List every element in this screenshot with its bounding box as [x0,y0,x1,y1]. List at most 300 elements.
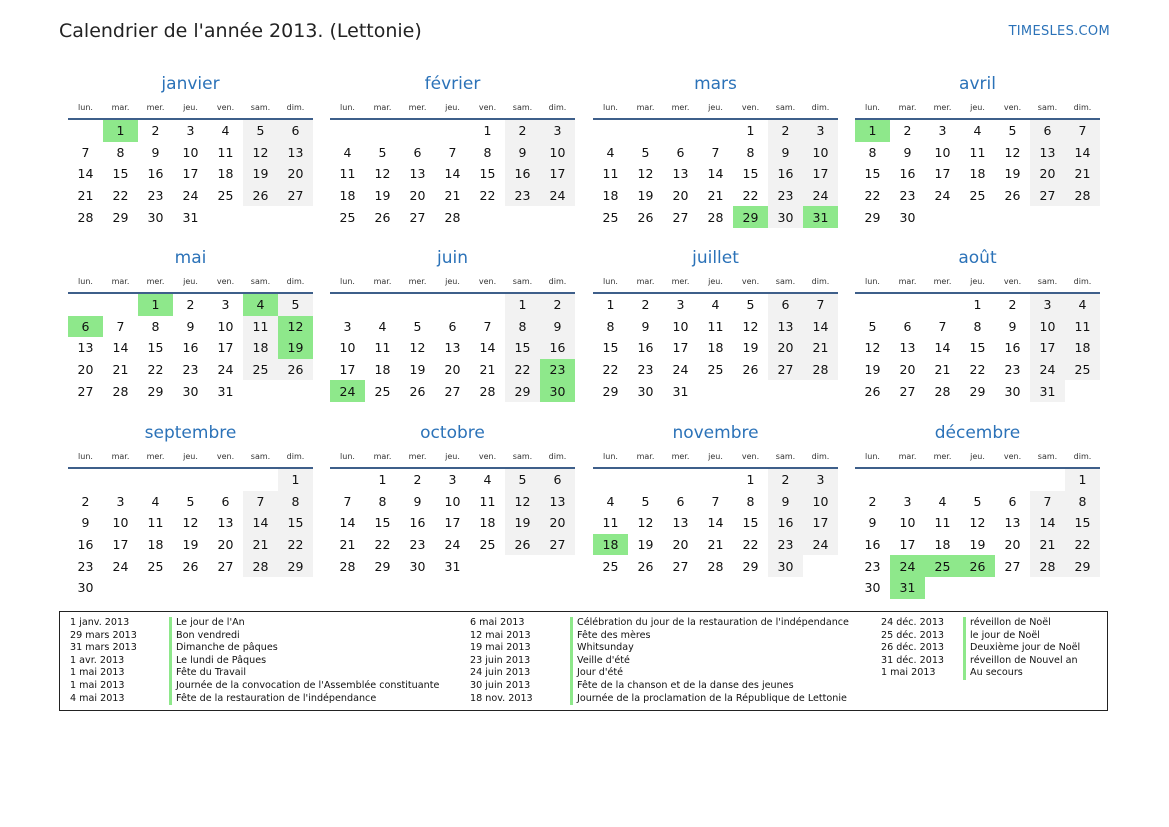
month-8 [68,421,313,599]
day-cell: 8 [483,144,492,160]
day-cell: 10 [217,318,234,334]
day-cell: 24 [112,558,129,574]
day-cell: 26 [182,558,199,574]
holiday-date: 12 mai 2013 [470,629,531,641]
day-cell: 23 [409,537,426,553]
day-cell: 26 [742,362,759,378]
day-cell: 15 [969,340,986,356]
day-cell: 25 [1065,359,1100,381]
day-cell: 16 [409,515,426,531]
weekday-label: sam. [1030,96,1065,119]
day-cell: 30 [147,209,164,225]
weekday-label: lun. [68,270,103,293]
day-cell: 3 [540,119,575,142]
holiday-date: 30 juin 2013 [470,679,531,691]
month-table [593,96,838,228]
day-cell: 25 [602,558,619,574]
day-cell: 13 [217,515,234,531]
day-cell: 15 [112,166,129,182]
day-cell: 2 [81,493,90,509]
day-cell: 4 [378,318,387,334]
day-cell: 31 [217,383,234,399]
day-cell: 1 [483,123,492,139]
day-cell: 3 [1030,293,1065,316]
day-cell: 10 [1030,316,1065,338]
day-cell: 14 [707,166,724,182]
empty-cell [540,555,575,577]
day-cell: 14 [803,316,838,338]
day-cell: 19 [278,337,313,359]
day-cell: 28 [243,555,278,577]
weekday-label: sam. [505,270,540,293]
day-cell: 7 [448,144,457,160]
empty-cell [173,468,208,491]
day-cell: 18 [243,337,278,359]
holiday-name: réveillon de Nouvel an [970,654,1078,666]
day-cell: 8 [505,316,540,338]
day-cell: 13 [1030,142,1065,164]
day-cell: 31 [182,209,199,225]
holiday-date: 31 déc. 2013 [881,654,945,666]
holiday-names-col-3 [963,617,1080,680]
weekday-label: dim. [803,270,838,293]
holiday-date: 1 mai 2013 [70,667,125,679]
empty-cell [1065,380,1100,402]
day-cell: 4 [606,493,615,509]
day-cell: 18 [217,166,234,182]
day-cell: 8 [973,318,982,334]
day-cell: 28 [444,209,461,225]
day-cell: 17 [182,166,199,182]
month-table [330,96,575,228]
empty-cell [68,468,103,491]
empty-cell [243,206,278,228]
month-table [855,445,1100,599]
weekday-label: ven. [733,96,768,119]
day-cell: 12 [742,318,759,334]
weekday-label: sam. [243,96,278,119]
empty-cell [803,380,838,402]
day-cell: 4 [343,144,352,160]
day-cell: 25 [602,209,619,225]
day-cell: 24 [803,534,838,556]
holiday-name: Fête des mères [577,629,651,641]
day-cell: 9 [505,142,540,164]
day-cell: 19 [505,512,540,534]
holiday-dates-col-1 [70,617,137,705]
day-cell: 11 [479,493,496,509]
empty-cell [960,206,995,228]
day-cell: 27 [672,558,689,574]
day-cell: 21 [479,362,496,378]
day-cell: 14 [339,515,356,531]
weekday-label: mer. [925,270,960,293]
day-cell: 11 [602,515,619,531]
weekday-label: mar. [890,96,925,119]
day-cell: 6 [1008,493,1017,509]
day-cell: 29 [864,209,881,225]
day-cell: 11 [339,166,356,182]
day-cell: 3 [938,123,947,139]
day-cell: 12 [505,491,540,513]
day-cell: 30 [768,206,803,228]
day-cell: 6 [221,493,230,509]
day-cell: 4 [711,297,720,313]
day-cell: 25 [925,555,960,577]
empty-cell [995,468,1030,491]
day-cell: 22 [864,188,881,204]
day-cell: 3 [186,123,195,139]
weekday-label: jeu. [435,270,470,293]
day-cell: 6 [68,316,103,338]
day-cell: 18 [147,537,164,553]
day-cell: 22 [602,362,619,378]
day-cell: 13 [768,316,803,338]
day-cell: 6 [540,468,575,491]
day-cell: 7 [938,318,947,334]
day-cell: 25 [217,188,234,204]
month-6 [593,246,838,402]
month-name: août [958,248,997,268]
day-cell: 18 [339,188,356,204]
day-cell: 5 [746,297,755,313]
day-cell: 22 [147,362,164,378]
month-name: juin [437,248,468,268]
day-cell: 22 [505,359,540,381]
day-cell: 11 [602,166,619,182]
day-cell: 16 [182,340,199,356]
weekday-label: mar. [103,445,138,468]
day-cell: 15 [374,515,391,531]
day-cell: 20 [899,362,916,378]
weekday-label: mer. [663,445,698,468]
empty-cell [663,468,698,491]
day-cell: 17 [672,340,689,356]
holiday-name: Jour d'été [577,667,624,679]
day-cell: 5 [1008,123,1017,139]
day-cell: 22 [969,362,986,378]
empty-cell [330,119,365,142]
empty-cell [365,293,400,316]
day-cell: 7 [483,318,492,334]
day-cell: 6 [448,318,457,334]
day-cell: 12 [243,142,278,164]
day-cell: 11 [707,318,724,334]
month-table [68,445,313,599]
empty-cell [505,555,540,577]
day-cell: 11 [969,144,986,160]
empty-cell [593,468,628,491]
month-11 [855,421,1100,599]
holiday-date: 24 déc. 2013 [881,617,945,628]
day-cell: 11 [147,515,164,531]
month-table [855,96,1100,228]
day-cell: 23 [182,362,199,378]
day-cell: 31 [890,577,925,599]
day-cell: 4 [938,493,947,509]
weekday-label: lun. [330,445,365,468]
month-table [68,96,313,228]
weekday-label: ven. [208,96,243,119]
weekday-label: ven. [470,270,505,293]
weekday-label: mer. [925,445,960,468]
empty-cell [855,293,890,316]
day-cell: 28 [339,558,356,574]
day-cell: 17 [934,166,951,182]
day-cell: 10 [803,491,838,513]
day-cell: 1 [606,297,615,313]
day-cell: 30 [1004,383,1021,399]
weekday-label: mer. [663,96,698,119]
day-cell: 25 [374,383,391,399]
empty-cell [995,206,1030,228]
day-cell: 16 [637,340,654,356]
empty-cell [925,293,960,316]
day-cell: 22 [374,537,391,553]
day-cell: 23 [768,185,803,207]
day-cell: 27 [672,209,689,225]
weekday-label: lun. [593,270,628,293]
day-cell: 21 [1065,163,1100,185]
empty-cell [890,468,925,491]
day-cell: 8 [1065,491,1100,513]
day-cell: 27 [444,383,461,399]
weekday-label: jeu. [173,270,208,293]
weekday-label: ven. [995,96,1030,119]
day-cell: 26 [864,383,881,399]
day-cell: 27 [217,558,234,574]
day-cell: 28 [707,558,724,574]
day-cell: 28 [707,209,724,225]
weekday-label: jeu. [173,445,208,468]
day-cell: 16 [1004,340,1021,356]
day-cell: 7 [116,318,125,334]
day-cell: 4 [606,144,615,160]
day-cell: 2 [641,297,650,313]
day-cell: 27 [899,383,916,399]
day-cell: 1 [505,293,540,316]
holiday-date: 24 juin 2013 [470,667,531,679]
weekday-label: dim. [540,96,575,119]
day-cell: 20 [672,537,689,553]
weekday-label: mar. [365,270,400,293]
empty-cell [698,380,733,402]
empty-cell [68,293,103,316]
day-cell: 12 [374,166,391,182]
holiday-names-col-2 [570,617,849,705]
holiday-name: Fête du Travail [176,667,246,679]
day-cell: 17 [1030,337,1065,359]
day-cell: 17 [112,537,129,553]
day-cell: 2 [540,293,575,316]
day-cell: 23 [77,558,94,574]
day-cell: 2 [413,472,422,488]
day-cell: 9 [868,515,877,531]
day-cell: 28 [1065,185,1100,207]
day-cell: 21 [803,337,838,359]
day-cell: 3 [676,297,685,313]
site-link[interactable]: TIMESLES.COM [1008,24,1110,39]
empty-cell [995,577,1030,599]
weekday-label: mar. [628,445,663,468]
day-cell: 5 [868,318,877,334]
day-cell: 19 [637,188,654,204]
weekday-label: jeu. [960,270,995,293]
empty-cell [330,468,365,491]
holiday-name: Journée de la proclamation de la République de Lettonie [577,692,847,704]
holiday-date: 29 mars 2013 [70,629,137,641]
day-cell: 7 [711,144,720,160]
day-cell: 11 [934,515,951,531]
day-cell: 14 [1030,512,1065,534]
month-name: novembre [672,423,759,443]
day-cell: 11 [217,144,234,160]
month-table [330,445,575,577]
day-cell: 9 [186,318,195,334]
day-cell: 29 [1065,555,1100,577]
day-cell: 15 [1065,512,1100,534]
day-cell: 10 [899,515,916,531]
weekday-label: sam. [505,96,540,119]
empty-cell [330,293,365,316]
empty-cell [698,119,733,142]
day-cell: 12 [409,340,426,356]
day-cell: 27 [768,359,803,381]
month-table [593,445,838,577]
holiday-date: 1 mai 2013 [70,679,125,691]
weekday-label: lun. [593,96,628,119]
day-cell: 31 [444,558,461,574]
day-cell: 9 [81,515,90,531]
day-cell: 8 [746,144,755,160]
month-name: janvier [161,74,220,94]
day-cell: 23 [864,558,881,574]
day-cell: 2 [505,119,540,142]
holiday-name: Le lundi de Pâques [176,654,267,666]
day-cell: 25 [147,558,164,574]
day-cell: 1 [278,468,313,491]
weekday-label: jeu. [435,96,470,119]
day-cell: 1 [855,119,890,142]
day-cell: 23 [899,188,916,204]
weekday-label: dim. [1065,96,1100,119]
holiday-date: 25 déc. 2013 [881,629,945,641]
day-cell: 20 [1030,163,1065,185]
empty-cell [243,380,278,402]
day-cell: 1 [746,123,755,139]
day-cell: 2 [768,468,803,491]
day-cell: 28 [803,359,838,381]
day-cell: 7 [711,493,720,509]
page-title: Calendrier de l'année 2013. (Lettonie) [59,20,422,42]
day-cell: 13 [540,491,575,513]
day-cell: 1 [138,293,173,316]
day-cell: 9 [903,144,912,160]
weekday-label: mer. [400,445,435,468]
holiday-name: Whitsunday [577,642,634,654]
holiday-dates-col-3 [881,617,944,680]
day-cell: 4 [1065,293,1100,316]
weekday-label: ven. [995,270,1030,293]
day-cell: 13 [672,515,689,531]
holiday-name: Le jour de l'An [176,617,245,628]
day-cell: 5 [243,119,278,142]
day-cell: 8 [116,144,125,160]
day-cell: 4 [151,493,160,509]
day-cell: 2 [151,123,160,139]
day-cell: 2 [903,123,912,139]
day-cell: 4 [973,123,982,139]
month-2 [593,72,838,228]
weekday-label: lun. [593,445,628,468]
day-cell: 29 [112,209,129,225]
day-cell: 5 [973,493,982,509]
day-cell: 10 [339,340,356,356]
holiday-date: 1 avr. 2013 [70,654,125,666]
day-cell: 30 [864,580,881,596]
weekday-label: ven. [995,445,1030,468]
day-cell: 23 [505,185,540,207]
day-cell: 17 [803,163,838,185]
day-cell: 25 [339,209,356,225]
weekday-label: lun. [68,445,103,468]
weekday-label: mar. [103,270,138,293]
day-cell: 27 [1030,185,1065,207]
day-cell: 6 [676,144,685,160]
holiday-names-col-1 [169,617,439,705]
month-name: septembre [144,423,237,443]
empty-cell [208,577,243,599]
day-cell: 28 [1030,555,1065,577]
day-cell: 14 [444,166,461,182]
day-cell: 4 [483,472,492,488]
day-cell: 26 [374,209,391,225]
day-cell: 21 [707,188,724,204]
day-cell: 19 [182,537,199,553]
weekday-label: dim. [278,96,313,119]
empty-cell [173,577,208,599]
day-cell: 26 [637,209,654,225]
day-cell: 29 [147,383,164,399]
day-cell: 29 [602,383,619,399]
day-cell: 25 [479,537,496,553]
day-cell: 10 [672,318,689,334]
weekday-label: mer. [400,96,435,119]
weekday-label: jeu. [698,445,733,468]
empty-cell [278,380,313,402]
day-cell: 29 [969,383,986,399]
day-cell: 14 [707,515,724,531]
day-cell: 16 [768,512,803,534]
weekday-label: sam. [768,270,803,293]
day-cell: 3 [803,119,838,142]
day-cell: 7 [1065,119,1100,142]
month-table [330,270,575,402]
day-cell: 20 [409,188,426,204]
empty-cell [663,119,698,142]
empty-cell [925,577,960,599]
weekday-label: dim. [803,96,838,119]
day-cell: 19 [1004,166,1021,182]
empty-cell [68,119,103,142]
day-cell: 15 [602,340,619,356]
day-cell: 16 [540,337,575,359]
day-cell: 9 [540,316,575,338]
day-cell: 3 [903,493,912,509]
holiday-name: Célébration du jour de la restauration de l'indépendance [577,617,849,628]
empty-cell [138,468,173,491]
weekday-label: sam. [768,445,803,468]
